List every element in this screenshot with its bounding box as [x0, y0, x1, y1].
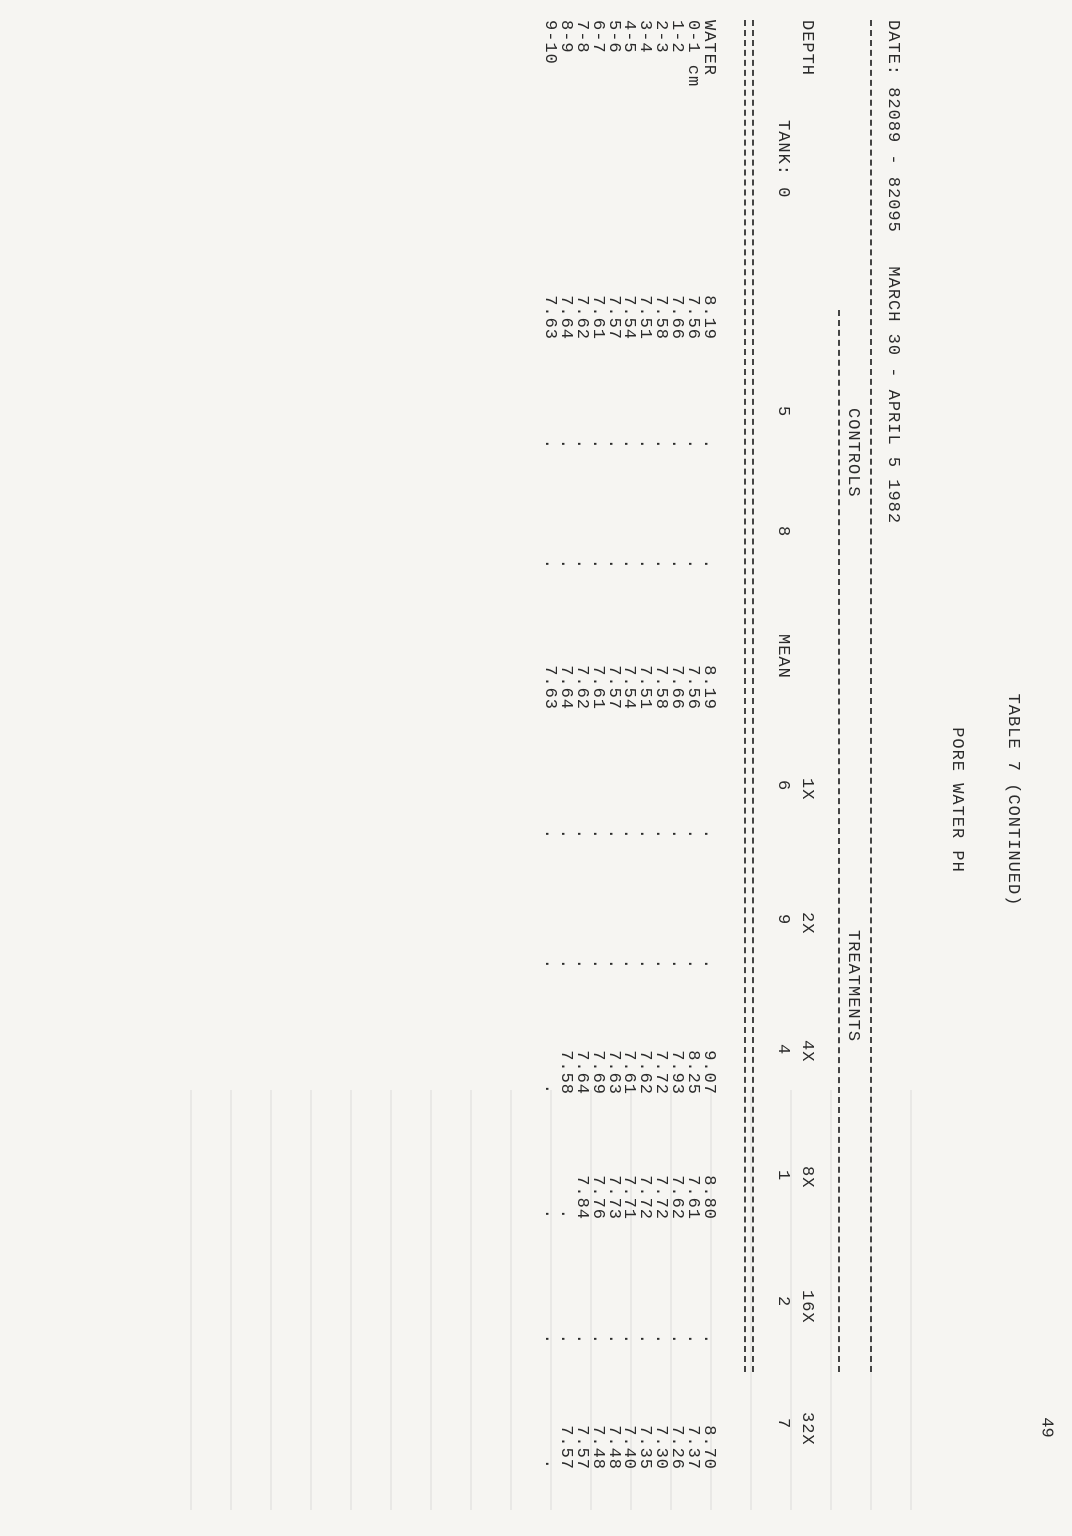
- value-cell-c5: .: [587, 438, 607, 450]
- table-row: [651, 20, 671, 1470]
- value-cell-t2x: .: [603, 958, 623, 970]
- value-cell-t4x: 7.64: [571, 1050, 591, 1095]
- tank-5: 5: [773, 406, 792, 418]
- value-cell-t4x: 7.61: [619, 1050, 639, 1095]
- value-cell-t8x: 7.61: [683, 1175, 703, 1220]
- tank-label: TANK: 0: [773, 120, 792, 199]
- value-cell-t32x: 8.70: [699, 1425, 718, 1470]
- value-cell-t8x: 7.76: [587, 1175, 607, 1220]
- value-cell-mean: 7.54: [619, 665, 639, 710]
- value-cell-t32x: 7.57: [571, 1425, 591, 1470]
- table-row: [555, 20, 575, 1470]
- value-cell-t2x: .: [571, 958, 591, 970]
- value-cell-tank0: 7.63: [540, 295, 559, 340]
- value-cell-c5: .: [683, 438, 703, 450]
- value-cell-c5: .: [635, 438, 655, 450]
- col-1x-label: 1X: [797, 778, 816, 801]
- value-cell-t2x: .: [540, 958, 559, 970]
- value-cell-tank0: 7.56: [683, 295, 703, 340]
- table-row: [667, 20, 687, 1470]
- value-cell-c8: .: [555, 558, 575, 570]
- value-cell-c5: .: [619, 438, 639, 450]
- tank-4: 4: [773, 1044, 792, 1056]
- value-cell-c8: .: [667, 558, 687, 570]
- value-cell-c5: .: [667, 438, 687, 450]
- table-subtitle: PORE WATER PH: [947, 727, 966, 873]
- depth-cell: 6-7: [587, 20, 607, 54]
- tank-9: 9: [773, 914, 792, 926]
- value-cell-t2x: .: [587, 958, 607, 970]
- value-cell-t16x: .: [603, 1333, 623, 1345]
- value-cell-c8: .: [683, 558, 703, 570]
- value-cell-t32x: 7.57: [555, 1425, 575, 1470]
- rotated-table-sheet: [122, 10, 1022, 1530]
- value-cell-tank0: 7.57: [603, 295, 623, 340]
- value-cell-t1x: .: [667, 828, 687, 840]
- depth-header: DEPTH: [797, 20, 816, 77]
- value-cell-t2x: .: [651, 958, 671, 970]
- value-cell-t16x: .: [571, 1333, 591, 1345]
- value-cell-t4x: 7.72: [651, 1050, 671, 1095]
- value-cell-t16x: .: [683, 1333, 703, 1345]
- value-cell-t8x: 7.72: [651, 1175, 671, 1220]
- value-cell-mean: 7.62: [571, 665, 591, 710]
- value-cell-t16x: .: [667, 1333, 687, 1345]
- value-cell-t1x: .: [555, 828, 575, 840]
- value-cell-t32x: 7.48: [603, 1425, 623, 1470]
- value-cell-tank0: 7.66: [667, 295, 687, 340]
- value-cell-t1x: .: [683, 828, 703, 840]
- divider-header-2: [744, 20, 746, 1372]
- value-cell-t2x: .: [699, 958, 718, 970]
- value-cell-c5: .: [651, 438, 671, 450]
- value-cell-tank0: 7.54: [619, 295, 639, 340]
- value-cell-t2x: .: [555, 958, 575, 970]
- value-cell-c5: .: [699, 438, 718, 450]
- value-cell-t16x: .: [540, 1333, 559, 1345]
- value-cell-t32x: 7.48: [587, 1425, 607, 1470]
- value-cell-mean: 7.64: [555, 665, 575, 710]
- treatments-group-label: TREATMENTS: [843, 930, 862, 1043]
- value-cell-t32x: 7.37: [683, 1425, 703, 1470]
- depth-cell: 2-3: [651, 20, 671, 54]
- value-cell-t16x: .: [619, 1333, 639, 1345]
- value-cell-c5: .: [603, 438, 623, 450]
- value-cell-tank0: 8.19: [699, 295, 718, 340]
- value-cell-tank0: 7.64: [555, 295, 575, 340]
- table-row: [571, 20, 591, 1470]
- page-number: 49: [1036, 1417, 1056, 1438]
- value-cell-t32x: 7.26: [667, 1425, 687, 1470]
- value-cell-t4x: 7.58: [555, 1050, 575, 1095]
- value-cell-tank0: 7.62: [571, 295, 591, 340]
- col-8x-label: 8X: [797, 1166, 816, 1189]
- value-cell-c8: .: [587, 558, 607, 570]
- table-row: [540, 20, 559, 1470]
- value-cell-c5: .: [571, 438, 591, 450]
- value-cell-tank0: 7.61: [587, 295, 607, 340]
- value-cell-t4x: .: [540, 1083, 559, 1095]
- value-cell-c8: .: [540, 558, 559, 570]
- table-title: TABLE 7 (CONTINUED): [1003, 693, 1022, 907]
- value-cell-t2x: .: [635, 958, 655, 970]
- table-row: [587, 20, 607, 1470]
- divider-header-1: [752, 20, 754, 1372]
- table-container: [122, 10, 1022, 1530]
- col-16x-label: 16X: [797, 1290, 816, 1324]
- value-cell-t1x: .: [699, 828, 718, 840]
- value-cell-mean: 7.51: [635, 665, 655, 710]
- value-cell-t8x: .: [555, 1208, 575, 1220]
- value-cell-t2x: .: [683, 958, 703, 970]
- value-cell-t4x: 9.07: [699, 1050, 718, 1095]
- table-row: [683, 20, 703, 1470]
- value-cell-t8x: 7.73: [603, 1175, 623, 1220]
- tank-7: 7: [773, 1418, 792, 1430]
- value-cell-mean: 7.57: [603, 665, 623, 710]
- value-cell-mean: 7.63: [540, 665, 559, 710]
- value-cell-t4x: 8.25: [683, 1050, 703, 1095]
- depth-cell: 8-9: [555, 20, 575, 54]
- tank-2: 2: [773, 1296, 792, 1308]
- value-cell-c8: .: [603, 558, 623, 570]
- value-cell-t1x: .: [571, 828, 591, 840]
- tank-8: 8: [773, 526, 792, 538]
- col-4x-label: 4X: [797, 1040, 816, 1063]
- depth-cell: 9-10: [540, 20, 559, 65]
- value-cell-mean: 8.19: [699, 665, 718, 710]
- value-cell-c8: .: [651, 558, 671, 570]
- table-row: [635, 20, 655, 1470]
- value-cell-tank0: 7.51: [635, 295, 655, 340]
- depth-cell: 1-2: [667, 20, 687, 54]
- depth-cell: WATER: [699, 20, 718, 77]
- tank-6: 6: [773, 780, 792, 792]
- value-cell-t1x: .: [651, 828, 671, 840]
- depth-cell: 0-1 cm: [683, 20, 703, 88]
- col-32x-label: 32X: [797, 1412, 816, 1446]
- value-cell-t8x: 7.72: [635, 1175, 655, 1220]
- value-cell-t1x: .: [587, 828, 607, 840]
- value-cell-t1x: .: [619, 828, 639, 840]
- value-cell-t4x: 7.63: [603, 1050, 623, 1095]
- value-cell-t16x: .: [699, 1333, 718, 1345]
- value-cell-t32x: 7.40: [619, 1425, 639, 1470]
- depth-cell: 4-5: [619, 20, 639, 54]
- value-cell-t16x: .: [555, 1333, 575, 1345]
- value-cell-tank0: 7.58: [651, 295, 671, 340]
- value-cell-t32x: 7.35: [635, 1425, 655, 1470]
- table-row: [699, 20, 718, 1470]
- value-cell-t16x: .: [587, 1333, 607, 1345]
- value-cell-c8: .: [699, 558, 718, 570]
- value-cell-t8x: 7.62: [667, 1175, 687, 1220]
- col-2x-label: 2X: [797, 912, 816, 935]
- value-cell-c8: .: [635, 558, 655, 570]
- divider-group: [838, 310, 840, 1372]
- value-cell-t1x: .: [635, 828, 655, 840]
- value-cell-t8x: 7.71: [619, 1175, 639, 1220]
- value-cell-t8x: .: [540, 1208, 559, 1220]
- table-row: [619, 20, 639, 1470]
- table-row: [603, 20, 623, 1470]
- tank-1: 1: [773, 1170, 792, 1182]
- value-cell-t8x: 8.80: [699, 1175, 718, 1220]
- value-cell-t4x: 7.93: [667, 1050, 687, 1095]
- controls-group-label: CONTROLS: [843, 408, 862, 498]
- value-cell-t16x: .: [635, 1333, 655, 1345]
- value-cell-t2x: .: [619, 958, 639, 970]
- value-cell-t16x: .: [651, 1333, 671, 1345]
- value-cell-t2x: .: [667, 958, 687, 970]
- value-cell-t32x: 7.30: [651, 1425, 671, 1470]
- value-cell-mean: 7.56: [683, 665, 703, 710]
- divider-top: [870, 20, 872, 1372]
- depth-cell: 5-6: [603, 20, 623, 54]
- value-cell-t1x: .: [603, 828, 623, 840]
- value-cell-t32x: .: [540, 1458, 559, 1470]
- value-cell-c8: .: [571, 558, 591, 570]
- value-cell-t1x: .: [540, 828, 559, 840]
- value-cell-mean: 7.58: [651, 665, 671, 710]
- mean-header: MEAN: [773, 634, 792, 679]
- value-cell-t4x: 7.62: [635, 1050, 655, 1095]
- value-cell-c5: .: [540, 438, 559, 450]
- value-cell-c8: .: [619, 558, 639, 570]
- depth-cell: 7-8: [571, 20, 591, 54]
- value-cell-t8x: 7.84: [571, 1175, 591, 1220]
- value-cell-mean: 7.61: [587, 665, 607, 710]
- value-cell-mean: 7.66: [667, 665, 687, 710]
- value-cell-t4x: 7.69: [587, 1050, 607, 1095]
- depth-cell: 3-4: [635, 20, 655, 54]
- value-cell-c5: .: [555, 438, 575, 450]
- date-range: DATE: 82089 - 82095 MARCH 30 - APRIL 5 1982: [883, 20, 902, 525]
